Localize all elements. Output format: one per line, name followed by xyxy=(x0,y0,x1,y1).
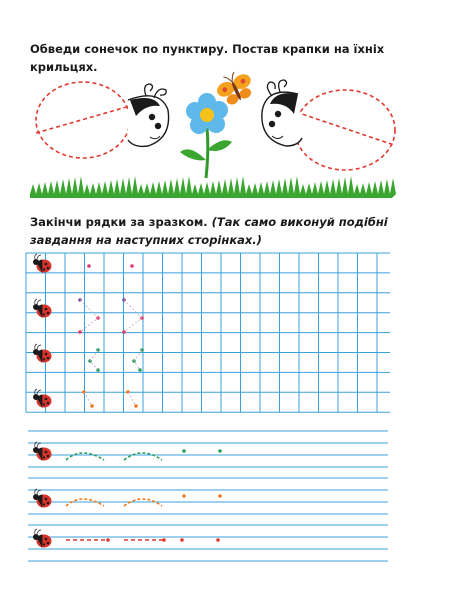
pattern-dot xyxy=(216,538,220,542)
pattern-dot xyxy=(106,538,110,542)
ladybug-icon xyxy=(33,389,52,408)
line-pattern-marks xyxy=(33,442,222,548)
instruction-top: Обведи сонечок по пунктиру. Постав крапки на їхніх крильцях. xyxy=(30,42,385,74)
pattern-trace xyxy=(128,392,136,406)
pattern-trace xyxy=(124,300,142,332)
ladybug-outline-icon-left xyxy=(36,82,169,158)
pattern-arc xyxy=(124,453,162,460)
grass-strip xyxy=(30,176,396,198)
pattern-dot xyxy=(218,494,222,498)
ladybug-icon xyxy=(33,344,52,363)
ladybug-icon xyxy=(33,489,52,508)
pattern-dot xyxy=(162,538,166,542)
writing-lines xyxy=(28,431,388,561)
pattern-dot xyxy=(182,449,186,453)
pattern-dot xyxy=(180,538,184,542)
ladybug-icon xyxy=(33,529,52,548)
instruction-main: Закінчи рядки за зразком. xyxy=(30,215,208,229)
instruction-note: (Так само виконуй подібні завдання на наступних сторінках.) xyxy=(30,215,388,247)
pattern-trace xyxy=(80,300,98,332)
pattern-trace xyxy=(84,392,92,406)
pattern-dot xyxy=(87,264,91,268)
flower-icon xyxy=(180,93,232,178)
ladybug-icon xyxy=(33,299,52,318)
pattern-dot xyxy=(182,494,186,498)
ladybug-icon xyxy=(33,254,52,273)
pattern-arc xyxy=(66,453,104,460)
ladybug-outline-icon-right xyxy=(262,80,395,170)
pattern-dot xyxy=(130,264,134,268)
pattern-dot xyxy=(218,449,222,453)
ladybug-icon xyxy=(33,442,52,461)
grid-pattern-marks xyxy=(33,254,144,408)
